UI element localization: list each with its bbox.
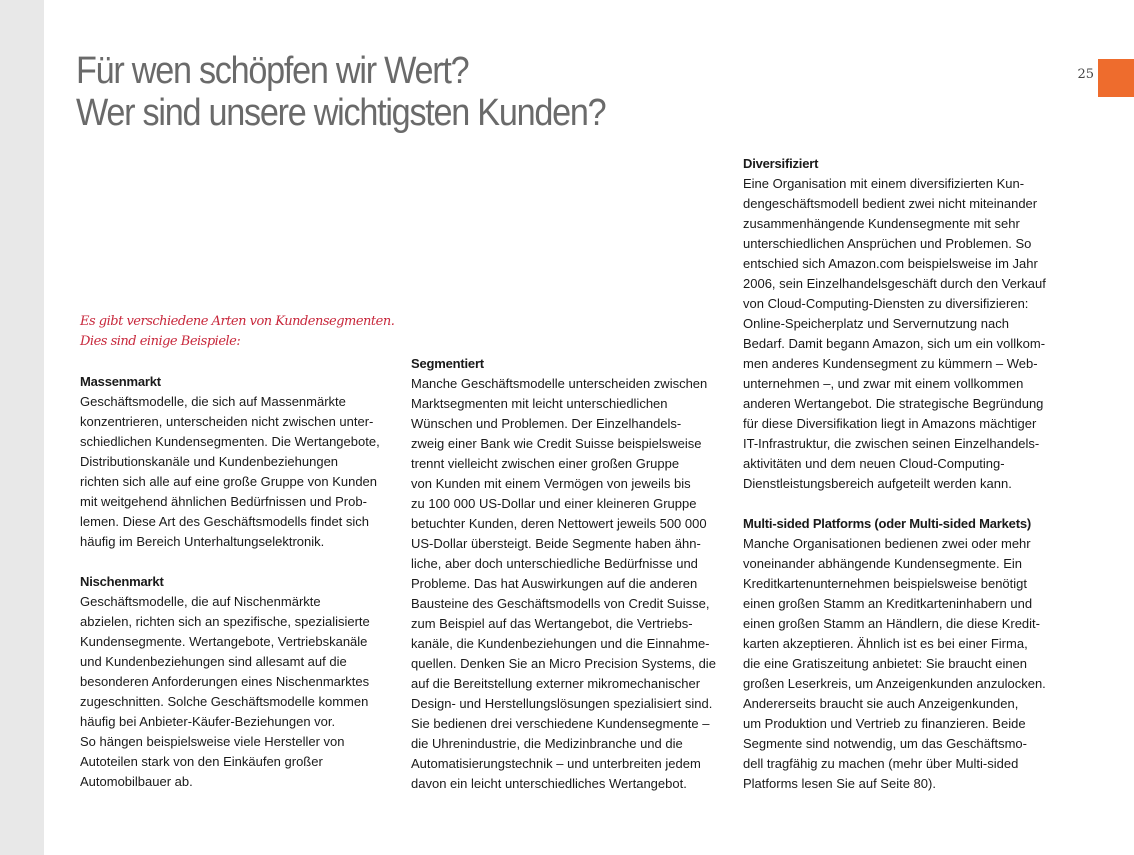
body-line: schiedlichen Kundensegmenten. Die Wertangebote, xyxy=(80,434,380,449)
body-line: quellen. Denken Sie an Micro Precision Systems, die xyxy=(411,656,716,671)
body-line: zweig einer Bank wie Credit Suisse beispielsweise xyxy=(411,436,702,451)
body-line: Eine Organisation mit einem diversifizierten Kun- xyxy=(743,176,1025,191)
body-line: großen Leserkreis, um Anzeigenkunden anzulocken. xyxy=(743,676,1046,691)
column-right xyxy=(743,154,1055,794)
body-line: zum Beispiel auf das Wertangebot, die Vertriebs- xyxy=(411,616,693,631)
body-line: um Produktion und Vertrieb zu finanzieren. Beide xyxy=(743,716,1026,731)
body-line: unterschiedlichen Ansprüchen und Problemen. So xyxy=(743,236,1032,251)
section-heading: Segmentiert xyxy=(411,356,484,371)
body-line: 2006, sein Einzelhandelsgeschäft durch den Verkauf xyxy=(743,276,1046,291)
section-nischenmarkt xyxy=(80,572,392,792)
body-line: von Cloud-Computing-Diensten zu diversifizieren: xyxy=(743,296,1029,311)
corner-tab xyxy=(1098,59,1134,97)
section-massenmarkt xyxy=(80,372,392,552)
body-line: zugeschnitten. Solche Geschäftsmodelle kommen xyxy=(80,694,369,709)
body-line: dengeschäftsmodell bedient zwei nicht miteinander xyxy=(743,196,1038,211)
section-multisided xyxy=(743,514,1055,794)
page-gutter xyxy=(0,0,44,855)
body-line: So hängen beispielsweise viele Hersteller von xyxy=(80,734,345,749)
body-line: Marktsegmenten mit leicht unterschiedlichen xyxy=(411,396,668,411)
body-line: Bausteine des Geschäftsmodells von Credit Suisse, xyxy=(411,596,710,611)
body-line: davon ein leicht unterschiedliches Wertangebot. xyxy=(411,776,687,791)
body-line: die Uhrenindustrie, die Medizinbranche und die xyxy=(411,736,683,751)
body-line: Manche Geschäftsmodelle unterscheiden zwischen xyxy=(411,376,708,391)
page-title-line-2: Wer sind unsere wichtigsten Kunden? xyxy=(76,92,606,134)
section-diversifiziert xyxy=(743,154,1055,494)
body-line: Segmente sind notwendig, um das Geschäftsmo- xyxy=(743,736,1027,751)
body-line: Design- und Herstellungslösungen spezialisiert sind. xyxy=(411,696,713,711)
body-line: liche, aber doch unterschiedliche Bedürfnisse und xyxy=(411,556,698,571)
body-line: besonderen Anforderungen eines Nischenmarktes xyxy=(80,674,370,689)
body-line: häufig im Bereich Unterhaltungselektronik. xyxy=(80,534,325,549)
body-line: Kundensegmente. Wertangebote, Vertriebskanäle xyxy=(80,634,368,649)
body-line: für diese Diversifikation liegt in Amazons mächtiger xyxy=(743,416,1037,431)
intro-line: Dies sind einige Beispiele: xyxy=(80,334,241,349)
body-line: kanäle, die Kundenbeziehungen und die Einnahme- xyxy=(411,636,710,651)
body-line: entschied sich Amazon.com beispielsweise im Jahr xyxy=(743,256,1038,271)
body-line: anderen Wertangebot. Die strategische Begründung xyxy=(743,396,1044,411)
column-left xyxy=(80,312,395,792)
body-line: Automatisierungstechnik – und unterbreiten jedem xyxy=(411,756,701,771)
intro-text xyxy=(80,312,395,352)
body-line: voneinander abhängende Kundensegmente. Ein xyxy=(743,556,1023,571)
body-line: Dienstleistungsbereich aufgeteilt werden kann. xyxy=(743,476,1012,491)
body-line: auf die Bereitstellung externer mikromechanischer xyxy=(411,676,701,691)
body-line: IT-Infrastruktur, die zwischen seinen Einzelhandels- xyxy=(743,436,1040,451)
body-line: Geschäftsmodelle, die sich auf Massenmärkte xyxy=(80,394,346,409)
intro-line: Es gibt verschiedene Arten von Kundensegmenten. xyxy=(80,314,395,329)
body-line: lemen. Diese Art des Geschäftsmodells findet sich xyxy=(80,514,370,529)
body-line: richten sich alle auf eine große Gruppe von Kunden xyxy=(80,474,378,489)
body-line: unternehmen –, und zwar mit einem vollkommen xyxy=(743,376,1024,391)
body-line: Platforms lesen Sie auf Seite 80). xyxy=(743,776,936,791)
body-line: Online-Speicherplatz und Servernutzung nach xyxy=(743,316,1009,331)
body-line: zusammenhängende Kundensegmente mit sehr xyxy=(743,216,1020,231)
body-line: aktivitäten und dem neuen Cloud-Computing- xyxy=(743,456,1005,471)
body-line: von Kunden mit einem Vermögen von jeweils bis xyxy=(411,476,691,491)
body-line: einen großen Stamm an Händlern, die diese Kredit- xyxy=(743,616,1040,631)
body-line: Automobilbauer ab. xyxy=(80,774,193,789)
body-line: Bedarf. Damit begann Amazon, sich um ein vollkom- xyxy=(743,336,1046,351)
body-line: Manche Organisationen bedienen zwei oder mehr xyxy=(743,536,1031,551)
page-title-line-1: Für wen schöpfen wir Wert? xyxy=(76,50,469,92)
body-line: mit weitgehend ähnlichen Bedürfnissen und Prob- xyxy=(80,494,367,509)
section-segmentiert xyxy=(411,354,723,794)
body-line: men anderes Kundensegment zu kümmern – Web- xyxy=(743,356,1038,371)
body-line: einen großen Stamm an Kreditkarteninhabern und xyxy=(743,596,1033,611)
body-line: abzielen, richten sich an spezifische, spezialisierte xyxy=(80,614,370,629)
body-line: häufig bei Anbieter-Käufer-Beziehungen vor. xyxy=(80,714,336,729)
column-middle xyxy=(411,354,723,794)
page-title xyxy=(76,50,688,134)
body-line: zu 100 000 US-Dollar und einer kleineren Gruppe xyxy=(411,496,697,511)
body-line: Andererseits braucht sie auch Anzeigenkunden, xyxy=(743,696,1019,711)
body-line: dell tragfähig zu machen (mehr über Multi-sided xyxy=(743,756,1019,771)
page-number: 25 xyxy=(1077,67,1094,82)
section-heading: Massenmarkt xyxy=(80,374,161,389)
body-line: Autoteilen stark von den Einkäufen großer xyxy=(80,754,323,769)
body-line: US-Dollar übersteigt. Beide Segmente haben ähn- xyxy=(411,536,701,551)
section-heading: Diversifiziert xyxy=(743,156,819,171)
body-line: und Kundenbeziehungen sind allesamt auf die xyxy=(80,654,347,669)
body-line: Wünschen und Problemen. Der Einzelhandels- xyxy=(411,416,682,431)
body-line: Kreditkartenunternehmen beispielsweise benötigt xyxy=(743,576,1028,591)
body-line: konzentrieren, unterscheiden nicht zwischen unter- xyxy=(80,414,374,429)
body-line: trennt vielleicht zwischen einer großen Gruppe xyxy=(411,456,680,471)
body-line: Sie bedienen drei verschiedene Kundensegmente – xyxy=(411,716,710,731)
body-line: Probleme. Das hat Auswirkungen auf die anderen xyxy=(411,576,698,591)
body-line: betuchter Kunden, deren Nettowert jeweils 500 000 xyxy=(411,516,707,531)
body-line: die eine Gratiszeitung anbietet: Sie braucht einen xyxy=(743,656,1028,671)
body-line: Distributionskanäle und Kundenbeziehungen xyxy=(80,454,339,469)
body-line: karten akzeptieren. Ähnlich ist es bei einer Firma, xyxy=(743,636,1028,651)
section-heading: Multi-sided Platforms (oder Multi-sided Markets) xyxy=(743,516,1031,531)
body-line: Geschäftsmodelle, die auf Nischenmärkte xyxy=(80,594,321,609)
section-heading: Nischenmarkt xyxy=(80,574,164,589)
